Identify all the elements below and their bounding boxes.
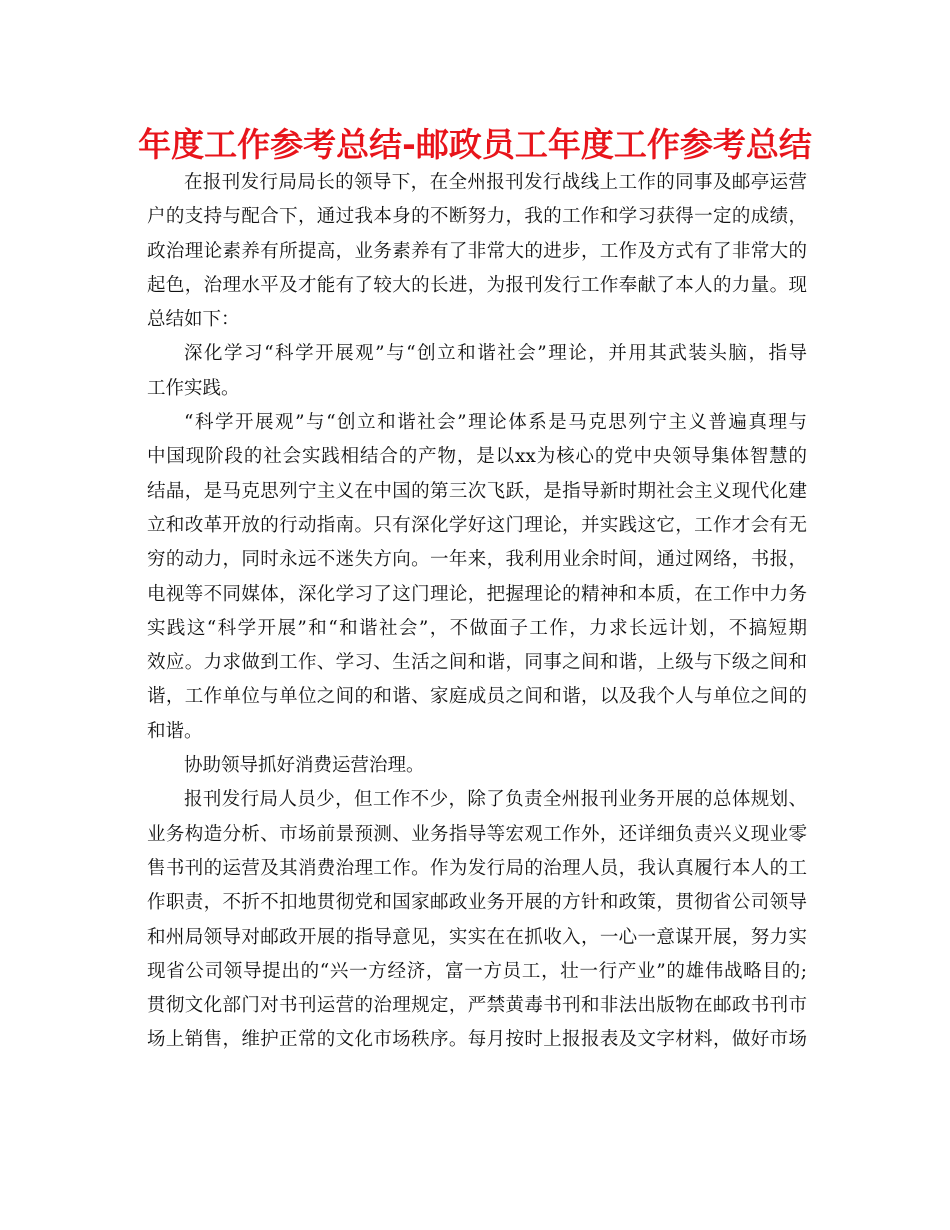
text-line: 和州局领导对邮政开展的指导意见，实实在在抓收入，一心一意谋开展，努力实	[147, 926, 807, 948]
text-line: 起色，治理水平及才能有了较大的长进，为报刊发行工作奉献了本人的力量。现	[147, 274, 807, 296]
text-line: 报刊发行局人员少，但工作不少，除了负责全州报刊业务开展的总体规划、	[184, 789, 807, 811]
text-line: 场上销售，维护正常的文化市场秩序。每月按时上报报表及文字材料，做好市场	[147, 1029, 807, 1051]
text-line: 结晶，是马克思列宁主义在中国的第三次飞跃，是指导新时期社会主义现代化建	[147, 480, 807, 502]
text-line: 贯彻文化部门对书刊运营的治理规定，严禁黄毒书刊和非法出版物在邮政书刊市	[147, 995, 807, 1017]
document-title: 年度工作参考总结-邮政员工年度工作参考总结	[138, 125, 812, 164]
text-line: 谐，工作单位与单位之间的和谐、家庭成员之间和谐，以及我个人与单位之间的	[147, 686, 807, 708]
text-line: 总结如下：	[147, 309, 240, 331]
text-line: 中国现阶段的社会实践相结合的产物，是以xx为核心的党中央领导集体智慧的	[147, 446, 807, 468]
text-line: 业务构造分析、市场前景预测、业务指导等宏观工作外，还详细负责兴义现业零	[147, 823, 807, 845]
text-line: 户的支持与配合下，通过我本身的不断努力，我的工作和学习获得一定的成绩，	[147, 206, 807, 228]
text-line: 和谐。	[147, 720, 203, 742]
text-line: 效应。力求做到工作、学习、生活之间和谐，同事之间和谐，上级与下级之间和	[147, 652, 807, 674]
text-line: 实践这“科学开展”和“和谐社会”，不做面子工作，力求长远计划，不搞短期	[147, 617, 807, 639]
text-line: 穷的动力，同时永远不迷失方向。一年来，我利用业余时间，通过网络，书报，	[147, 549, 807, 571]
text-line: 深化学习“科学开展观”与“创立和谐社会”理论，并用其武装头脑，指导	[184, 343, 807, 365]
text-line: 电视等不同媒体，深化学习了这门理论，把握理论的精神和本质，在工作中力务	[147, 583, 807, 605]
text-line: 现省公司领导提出的“兴一方经济，富一方员工，壮一行产业”的雄伟战略目的;	[147, 960, 807, 982]
text-line: 政治理论素养有所提高，业务素养有了非常大的进步，工作及方式有了非常大的	[147, 240, 807, 262]
text-line: 售书刊的运营及其消费治理工作。作为发行局的治理人员，我认真履行本人的工	[147, 857, 807, 879]
text-line: 协助领导抓好消费运营治理。	[184, 755, 425, 777]
text-line: “科学开展观”与“创立和谐社会”理论体系是马克思列宁主义普遍真理与	[184, 412, 807, 434]
text-line: 立和改革开放的行动指南。只有深化学好这门理论，并实践这它，工作才会有无	[147, 514, 807, 536]
text-line: 工作实践。	[147, 377, 240, 399]
document-body	[147, 166, 807, 1058]
text-line: 作职责，不折不扣地贯彻党和国家邮政业务开展的方针和政策，贯彻省公司领导	[147, 892, 807, 914]
text-line: 在报刊发行局局长的领导下，在全州报刊发行战线上工作的同事及邮亭运营	[184, 172, 807, 193]
